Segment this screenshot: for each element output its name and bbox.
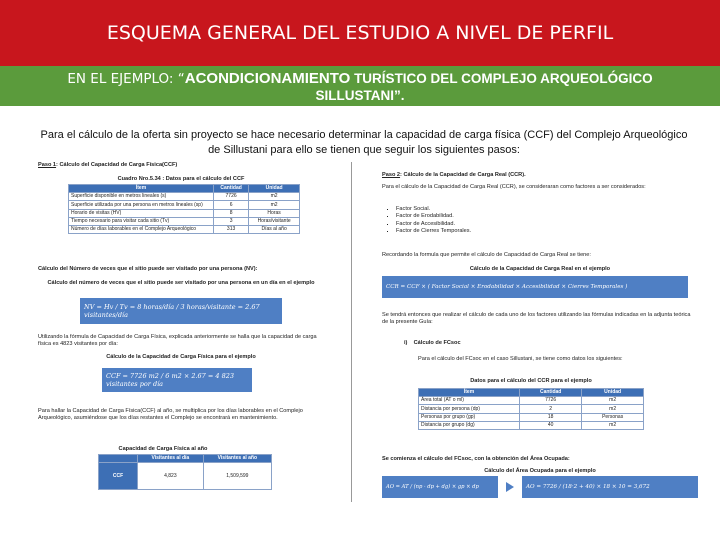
step2-label: Paso 2 [382,172,401,178]
table-cell: Superficie utilizada por una persona en metros lineales (sp) [69,201,214,209]
list-item: ▪ Factor de Accesibilidad. [396,221,696,228]
subtitle-line-2: SILLUSTANI”. [315,88,405,103]
table-cell: Superficie disponible en metros lineales (s) [69,193,214,201]
table-header-cell: Cantidad [214,185,249,193]
table-row-label: CCF [99,463,138,490]
table-header-row [69,185,300,193]
ccr-formula: CCR = CCF × ( Factor Social × Erodabilidad × Accesibilidad × Cierres Temporales ) [382,276,688,298]
table-cell: 7726 [520,397,582,405]
table1-caption: Cuadro Nro.5.34 : Datos para el cálculo del CCF [117,176,245,182]
table-cell: 6 [214,201,249,209]
table-row [419,405,644,413]
table-cell: m2 [582,405,644,413]
item-heading [404,340,461,347]
table-header-cell: Cantidad [520,389,582,397]
table-header-cell [99,455,138,463]
ao-formula-general: AO = AT / (np · dp + dg) × gp × dp [382,476,498,498]
table-cell: Distancia por grupo (dg) [419,421,520,429]
year-caption: Capacidad de Carga Física al año [118,446,208,452]
table-row [419,421,644,429]
factor-list [382,206,696,236]
step2-heading [382,172,526,179]
table-header-cell: Visitantes al año [203,455,271,463]
ccf-data-table [68,184,300,234]
table-header-row [99,455,272,463]
step2-paragraph: Para el cálculo de la Capacidad de Carga Real (CCR), se consideraran como factores a ser considerados: [382,184,646,190]
step1-heading [38,162,177,169]
item-title: Cálculo de FCsoc [413,340,461,346]
ao-caption: Cálculo del Área Ocupada para el ejemplo [484,468,596,474]
table-cell: 4,823 [138,463,204,490]
table-row [419,397,644,405]
table-row [99,463,272,490]
table-cell: m2 [582,397,644,405]
nv-formula: NV = Hv / Tv = 8 horas/día / 3 horas/visitante = 2.67 visitantes/día [80,298,282,324]
list-item: ▪ Factor de Erodabilidad. [396,213,696,220]
table-cell: 3 [214,217,249,225]
nv-intro: Cálculo del Número de veces que el sitio puede ser visitado por una persona (NV): [38,266,258,272]
table-cell: Horario de visitas (HV) [69,209,214,217]
step2-title: : Cálculo de la Capacidad de Carga Real (CCR). [400,172,526,178]
table-cell: Días al año [249,225,300,233]
recall-paragraph: Recordando la formula que permite el cálculo de Capacidad de Carga Real se tiene: [382,252,591,258]
table-cell: 40 [520,421,582,429]
table-cell: m2 [249,193,300,201]
list-item: ▪ Factor de Cierres Temporales. [396,228,696,235]
intro-paragraph: Para el cálculo de la oferta sin proyecto se hace necesario determinar la capacidad de carga física (CCF) del Complejo Arqueológico de Sillustani para ello se tienen que seguir los siguientes pasos: [40,129,688,156]
table-header-cell: Ítem [69,185,214,193]
table-cell: 2 [520,405,582,413]
table-cell: Horas/visitante [249,217,300,225]
step1-title: : Cálculo del Capacidad de Carga Física(CCF) [56,162,178,168]
table-row [69,217,300,225]
table-cell: Personas por grupo (gp) [419,413,520,421]
table-cell: m2 [582,421,644,429]
table-header-row [419,389,644,397]
table-cell: Horas [249,209,300,217]
nv-caption: Cálculo del número de veces que el sitio puede ser visitado por una persona en un día en el ejemplo [47,280,315,286]
table-row [69,201,300,209]
factor-paragraph: Se tendrá entonces que realizar el cálculo de cada uno de los factores utilizando las fórmulas indicadas en la adjunta teórica de la presente Guía: [382,312,691,325]
ccf-year-table [98,454,272,490]
table-cell: 1,509,599 [203,463,271,490]
table-cell: Tiempo necesario para visitar cada sitio (Tv) [69,217,214,225]
table-cell: Número de días laborables en el Complejo Arqueológico [69,225,214,233]
slide-subtitle-bar [0,66,720,106]
table-cell: 18 [520,413,582,421]
table-header-cell: Unidad [582,389,644,397]
list-item: ▪ Factor Social. [396,206,696,213]
ccr-data-table [418,388,644,430]
arrow-right-icon [506,482,514,492]
table-header-cell: Unidad [249,185,300,193]
table-cell: m2 [249,201,300,209]
table-cell: 313 [214,225,249,233]
table-header-cell: Ítem [419,389,520,397]
table-header-cell: Visitantes al día [138,455,204,463]
table-cell: Personas [582,413,644,421]
ccf-formula: CCF = 7726 m2 / 6 m2 × 2.67 = 4 823 visitantes por día [102,368,252,392]
item-label: i) [404,340,408,346]
column-divider [351,162,352,502]
ccf-caption: Cálculo de la Capacidad de Carga Física para el ejemplo [106,354,256,360]
table-cell: Área total (AT o ml) [419,397,520,405]
slide-title: ESQUEMA GENERAL DEL ESTUDIO A NIVEL DE PERFIL [106,22,614,44]
subtitle-line-1 [0,70,720,87]
step1-label: Paso 1 [38,162,57,168]
ccf-year-paragraph: Para hallar la Capacidad de Carga Física(CCF) al año, se multiplica por los días laborables en el Complejo Arqueológico, asumiéndose que los días restantes el Complejo se encontrará en mantenimiento. [38,408,303,421]
table-row [419,413,644,421]
table-cell: 8 [214,209,249,217]
ao-formula-example: AO = 7726 / (18·2 + 40) × 18 × 10 = 3,672 [522,476,698,498]
subtitle-rest: TURÍSTICO DEL COMPLEJO ARQUEOLÓGICO [350,71,653,86]
subtitle-prefix: EN EL EJEMPLO: “ [67,71,185,87]
ccr-caption: Cálculo de la Capacidad de Carga Real en el ejemplo [469,266,611,272]
slide-header [0,0,720,66]
table-row [69,209,300,217]
table-cell: 7726 [214,193,249,201]
ccf-paragraph: Utilizando la fórmula de Capacidad de Carga Física, explicada anteriormente se halla que la capacidad de carga física es 4823 visitantes por día: [38,334,317,347]
subtitle-strong: ACONDICIONAMIENTO [184,70,351,87]
table-row [69,193,300,201]
table-row [69,225,300,233]
fcsoc-paragraph: Para el cálculo del FCsoc en el caso Sillustani, se tiene como datos los siguientes: [418,356,623,362]
ao-paragraph: Se comienza el cálculo del FCsoc, con la obtención del Área Ocupada: [382,456,570,462]
embedded-document [38,162,698,502]
table2-caption: Datos para el cálculo del CCR para el ejemplo [470,378,592,384]
table-cell: Distancia por persona (dp) [419,405,520,413]
